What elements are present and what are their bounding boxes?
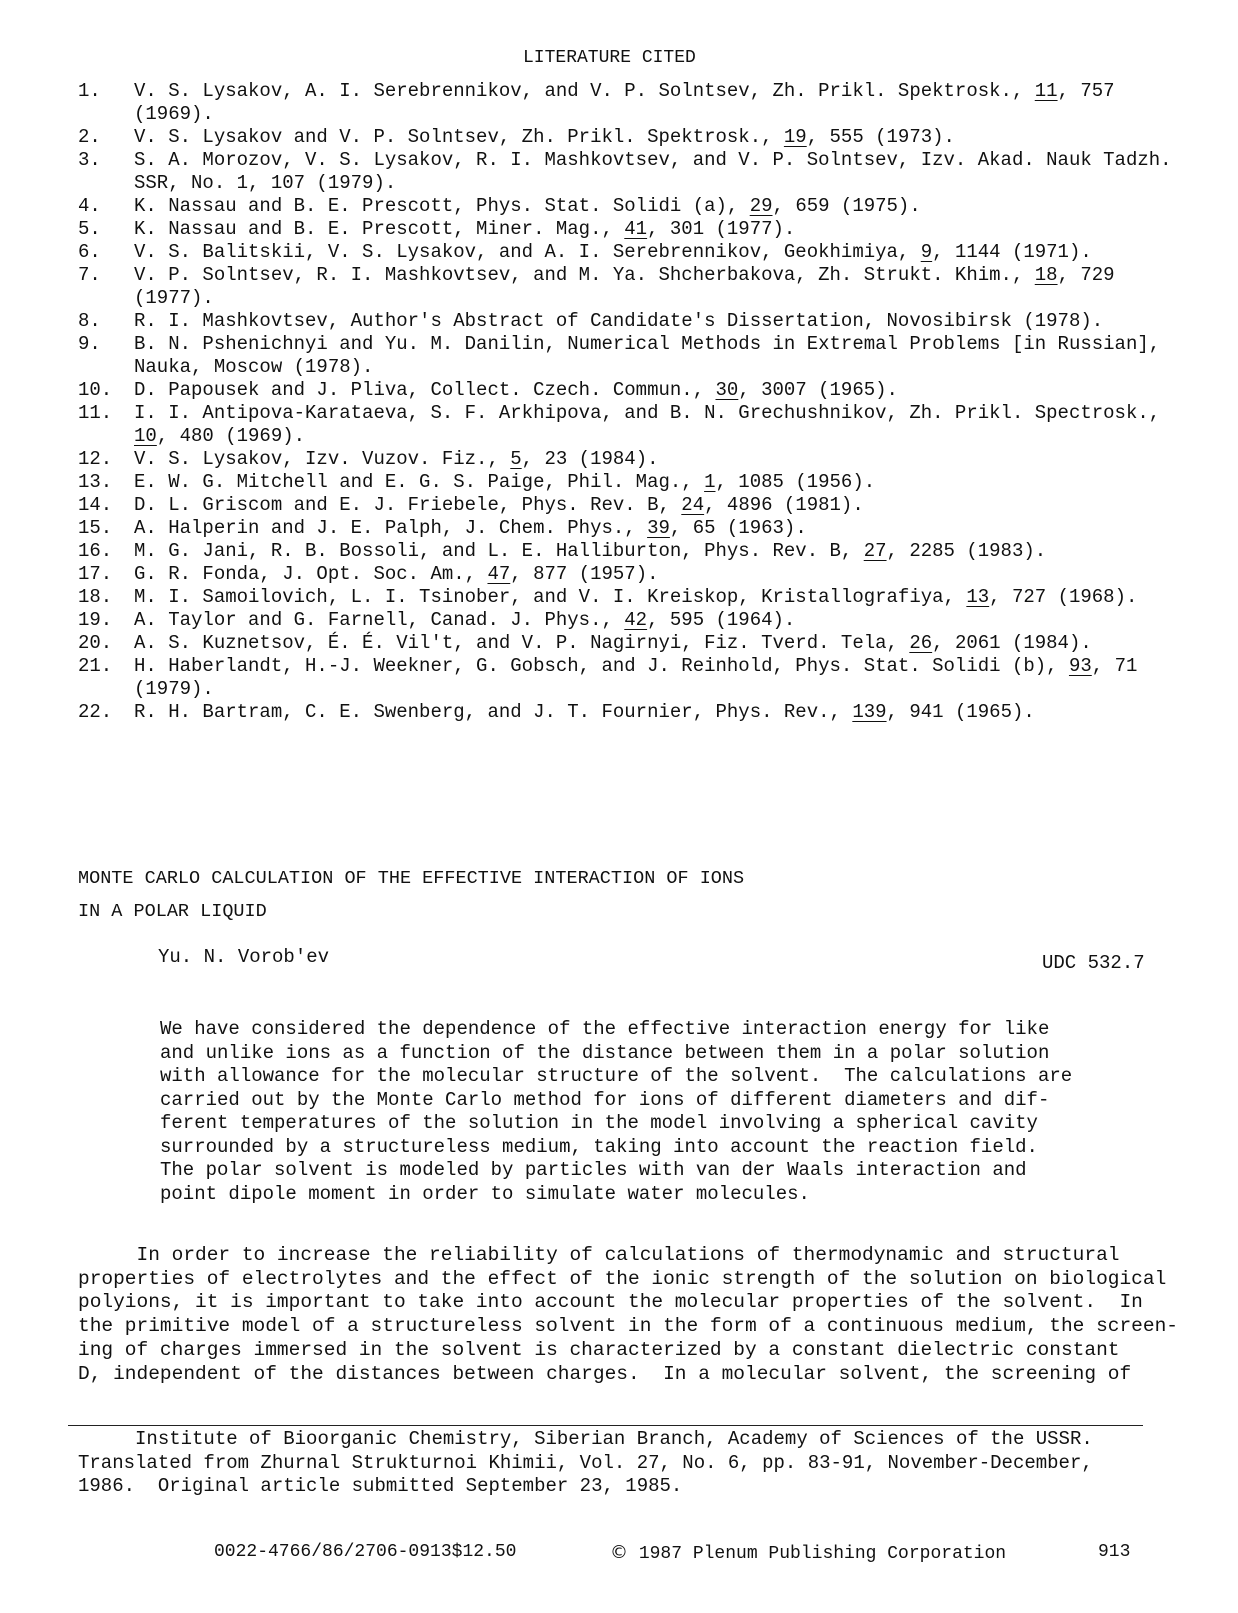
reference-number: 7. [78,264,101,286]
reference-volume: 11 [1034,80,1058,102]
reference-citation: A. Halperin and J. E. Palph, J. Chem. Phys., [134,517,648,539]
reference-citation: V. S. Lysakov and V. P. Solntsev, Zh. Prikl. Spektrosk., [134,126,784,148]
reference-pages-year: , 727 (1968). [989,586,1138,608]
reference-number: 6. [78,241,101,263]
reference-item [78,264,1198,310]
reference-pages-year: , 757 (1969). [134,80,1115,125]
reference-text [134,563,1184,586]
reference-item [78,195,1198,218]
reference-item [78,149,1198,195]
reference-text [134,80,1184,126]
reference-pages-year: , 1085 (1956). [715,471,876,493]
reference-volume: 19 [783,126,807,148]
reference-number: 11. [78,402,113,424]
reference-volume: 18 [1034,264,1058,286]
reference-item [78,471,1198,494]
reference-number: 15. [78,517,113,539]
footnote-separator [68,1425,1143,1426]
reference-pages-year: , 3007 (1965). [738,379,898,401]
reference-number: 16. [78,540,113,562]
reference-citation: R. H. Bartram, C. E. Swenberg, and J. T. Fournier, Phys. Rev., [134,701,853,723]
reference-item [78,80,1198,126]
reference-pages-year: , 480 (1969). [156,425,306,447]
reference-text [134,586,1184,609]
reference-citation: H. Haberlandt, H.-J. Weekner, G. Gobsch, and J. Reinhold, Phys. Stat. Solidi (b), [134,655,1069,677]
article-footnote: Institute of Bioorganic Chemistry, Siberian Branch, Academy of Sciences of the USSR. Translated from Zhurnal Strukturnoi Khimii, Vol. 27, No. 6, pp. 83-91, November-December, 1986. Original article submitted September 23, 1985. [78,1428,1093,1497]
reference-citation: D. Papousek and J. Pliva, Collect. Czech. Commun., [134,379,716,401]
reference-number: 10. [78,379,113,401]
reference-number: 4. [78,195,101,217]
reference-volume: 41 [624,218,648,240]
reference-item [78,517,1198,540]
reference-number: 12. [78,448,113,470]
reference-list [78,80,1198,724]
reference-text [134,218,1184,241]
reference-volume: 1 [704,471,716,493]
article-title-line-2: IN A POLAR LIQUID [78,901,267,922]
reference-citation: A. Taylor and G. Farnell, Canad. J. Phys., [134,609,625,631]
reference-citation: E. W. G. Mitchell and E. G. S. Paige, Phil. Mag., [134,471,705,493]
reference-citation: D. L. Griscom and E. J. Friebele, Phys. Rev. B, [134,494,682,516]
reference-number: 9. [78,333,101,355]
literature-cited-heading: LITERATURE CITED [523,48,696,68]
reference-item [78,310,1198,333]
reference-pages-year: , 65 (1963). [669,517,807,539]
reference-pages-year: , 729 (1977). [134,264,1115,309]
copyright-symbol: © [610,1542,628,1563]
reference-pages-year: , 555 (1973). [806,126,955,148]
reference-text [134,241,1184,264]
article-title-line-1: MONTE CARLO CALCULATION OF THE EFFECTIVE INTERACTION OF IONS [78,868,745,889]
reference-pages-year: , 1144 (1971). [932,241,1092,263]
reference-text [134,632,1184,655]
reference-citation: V. S. Balitskii, V. S. Lysakov, and A. I. Serebrennikov, Geokhimiya, [134,241,921,263]
reference-text [134,471,1184,494]
udc-code: UDC 532.7 [1042,952,1145,974]
reference-citation: V. P. Solntsev, R. I. Mashkovtsev, and M. Ya. Shcherbakova, Zh. Strukt. Khim., [134,264,1035,286]
reference-pages-year: , 2285 (1983). [886,540,1047,562]
reference-item [78,448,1198,471]
reference-citation: V. S. Lysakov, A. I. Serebrennikov, and V. P. Solntsev, Zh. Prikl. Spektrosk., [134,80,1035,102]
reference-text [134,655,1184,701]
reference-citation: R. I. Mashkovtsev, Author's Abstract of Candidate's Dissertation, Novosibirsk (1978). [134,310,1104,332]
reference-citation: S. A. Morozov, V. S. Lysakov, R. I. Mashkovtsev, and V. P. Solntsev, Izv. Akad. Nauk Tadzh. SSR, No. 1, 107 (1979). [134,149,1172,194]
copyright-text: 1987 Plenum Publishing Corporation [638,1544,1007,1564]
reference-volume: 39 [647,517,670,539]
reference-volume: 139 [852,701,887,723]
reference-number: 14. [78,494,113,516]
reference-citation: V. S. Lysakov, Izv. Vuzov. Fiz., [134,448,511,470]
reference-number: 13. [78,471,113,493]
reference-citation: A. S. Kuznetsov, É. É. Vil't, and V. P. Nagirnyi, Fiz. Tverd. Tela, [134,632,910,654]
reference-item [78,609,1198,632]
reference-text [134,126,1184,149]
article-body-text: In order to increase the reliability of calculations of thermodynamic and structural properties of electrolytes and the effect of the ionic strength of the solution on biological polyions, it is important to take into account the molecular properties of the solvent. In the primitive model of a structureless solvent in the form of a continuous medium, the screen- ing of charges immersed in the solvent is characterized by a constant dielectric constant D, independent of the distances between charges. In a molecular solvent, the screening of [78,1244,1178,1385]
reference-text [134,379,1184,402]
reference-text [134,333,1184,379]
reference-volume: 27 [863,540,887,562]
reference-item [78,218,1198,241]
reference-number: 22. [78,701,113,723]
reference-text [134,494,1184,517]
reference-number: 8. [78,310,101,332]
reference-volume: 13 [966,586,990,608]
reference-text [134,149,1184,195]
reference-pages-year: , 941 (1965). [886,701,1035,723]
reference-volume: 47 [487,563,511,585]
reference-item [78,126,1198,149]
reference-text [134,701,1184,724]
reference-volume: 26 [909,632,933,654]
reference-volume: 5 [510,448,522,470]
reference-number: 19. [78,609,113,631]
reference-citation: M. I. Samoilovich, L. I. Tsinober, and V. I. Kreiskop, Kristallografiya, [134,586,967,608]
reference-volume: 29 [749,195,773,217]
reference-citation: M. G. Jani, R. B. Bossoli, and L. E. Halliburton, Phys. Rev. B, [134,540,864,562]
reference-pages-year: , 659 (1975). [772,195,921,217]
reference-number: 21. [78,655,113,677]
reference-pages-year: , 2061 (1984). [932,632,1092,654]
reference-pages-year: , 877 (1957). [510,563,659,585]
reference-pages-year: , 71 (1979). [134,655,1138,700]
reference-text [134,195,1184,218]
page-number: 913 [1098,1542,1131,1562]
reference-citation: I. I. Antipova-Karataeva, S. F. Arkhipova, and B. N. Grechushnikov, Zh. Prikl. Spectrosk., [134,402,1161,424]
reference-number: 2. [78,126,101,148]
reference-citation: K. Nassau and B. E. Prescott, Miner. Mag., [134,218,625,240]
reference-number: 17. [78,563,113,585]
reference-pages-year: , 23 (1984). [521,448,659,470]
journal-code: 0022-4766/86/2706-0913$12.50 [214,1542,517,1562]
reference-volume: 9 [920,241,933,263]
reference-text [134,264,1184,310]
reference-number: 3. [78,149,101,171]
reference-number: 5. [78,218,101,240]
reference-volume: 24 [681,494,705,516]
copyright-notice [610,1542,1006,1564]
reference-item [78,586,1198,609]
reference-item [78,494,1198,517]
reference-volume: 10 [134,425,157,447]
reference-text [134,402,1184,448]
reference-number: 20. [78,632,113,654]
reference-item [78,632,1198,655]
reference-citation: G. R. Fonda, J. Opt. Soc. Am., [134,563,488,585]
reference-number: 1. [78,80,101,102]
reference-pages-year: , 595 (1964). [647,609,796,631]
reference-item [78,241,1198,264]
reference-citation: K. Nassau and B. E. Prescott, Phys. Stat. Solidi (a), [134,195,750,217]
reference-volume: 42 [624,609,648,631]
reference-item [78,333,1198,379]
reference-item [78,402,1198,448]
article-abstract: We have considered the dependence of the effective interaction energy for like and unlike ions as a function of the distance between them in a polar solution with allowance for the molecular structure of the solvent. The calculations are carried out by the Monte Carlo method for ions of different diameters and dif- ferent temperatures of the solution in the model involving a spherical cavity surrounded by a structureless medium, taking into account the reaction field. The polar solvent is modeled by particles with van der Waals interaction and point dipole moment in order to simulate water molecules. [160,1018,1073,1205]
reference-citation: B. N. Pshenichnyi and Yu. M. Danilin, Numerical Methods in Extremal Problems [in Russian], Nauka, Moscow (1978). [134,333,1161,378]
reference-item [78,563,1198,586]
reference-text [134,540,1184,563]
reference-item [78,701,1198,724]
reference-item [78,379,1198,402]
reference-text [134,310,1184,333]
reference-item [78,655,1198,701]
reference-text [134,448,1184,471]
reference-volume: 30 [715,379,739,401]
reference-item [78,540,1198,563]
reference-text [134,609,1184,632]
reference-pages-year: , 4896 (1981). [704,494,864,516]
reference-text [134,517,1184,540]
article-author: Yu. N. Vorob'ev [158,946,330,968]
reference-pages-year: , 301 (1977). [647,218,796,240]
reference-number: 18. [78,586,113,608]
reference-volume: 93 [1068,655,1092,677]
